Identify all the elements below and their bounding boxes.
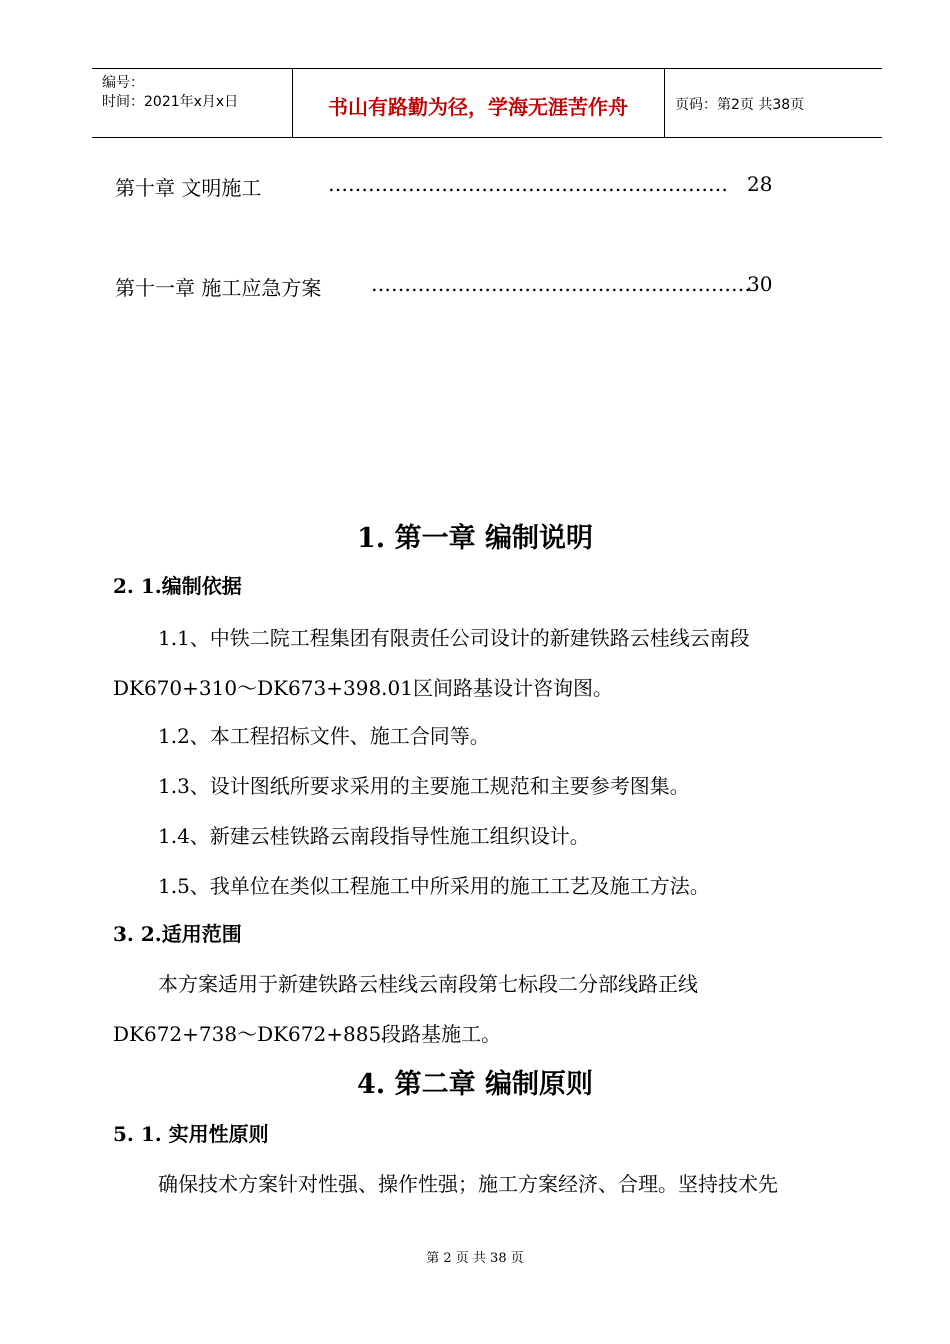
section-3-2-heading: 3. 2.适用范围 (113, 922, 242, 946)
toc-entry-title: 第十一章 施工应急方案 (115, 276, 322, 300)
toc-leader-dots: ………………………………………………… (371, 272, 751, 296)
page-header (92, 68, 882, 138)
paragraph-line: 1.4、新建云桂铁路云南段指导性施工组织设计。 (158, 824, 590, 848)
toc-entry-page: 28 (747, 172, 773, 196)
header-page-cell (665, 69, 882, 137)
toc-leader-dots: …………………………………………………… (328, 172, 728, 196)
toc-entry[interactable] (115, 272, 773, 301)
chapter-2-title: 4. 第二章 编制原则 (357, 1069, 593, 1100)
paragraph-line: 1.5、我单位在类似工程施工中所采用的施工工艺及施工方法。 (158, 874, 710, 898)
header-motto-cell (292, 69, 665, 137)
paragraph-line: 1.1、中铁二院工程集团有限责任公司设计的新建铁路云桂线云南段 (158, 626, 750, 650)
toc-entry[interactable] (115, 172, 773, 201)
header-meta-cell (92, 69, 293, 137)
toc-entry-page: 30 (747, 272, 773, 296)
paragraph-line: 1.2、本工程招标文件、施工合同等。 (158, 724, 490, 748)
paragraph-line: 1.3、设计图纸所要求采用的主要施工规范和主要参考图集。 (158, 774, 690, 798)
section-5-1-heading: 5. 1. 实用性原则 (113, 1122, 269, 1146)
paragraph-line: DK672+738～DK672+885段路基施工。 (113, 1022, 502, 1046)
header-motto: 书山有路勤为径，学海无涯苦作舟 (328, 95, 628, 119)
toc-entry-title: 第十章 文明施工 (115, 176, 262, 200)
header-page-label: 页码：第2页 共38页 (675, 97, 805, 113)
document-time-label: 时间：2021年x月x日 (102, 94, 239, 110)
paragraph-line: 本方案适用于新建铁路云桂线云南段第七标段二分部线路正线 (158, 972, 698, 996)
page-footer: 第 2 页 共 38 页 (426, 1251, 524, 1266)
chapter-1-title: 1. 第一章 编制说明 (357, 523, 593, 554)
paragraph-line: 确保技术方案针对性强、操作性强；施工方案经济、合理。坚持技术先 (158, 1172, 778, 1196)
section-2-1-heading: 2. 1.编制依据 (113, 574, 242, 598)
document-number-label: 编号： (102, 75, 144, 91)
paragraph-line: DK670+310～DK673+398.01区间路基设计咨询图。 (113, 676, 613, 700)
